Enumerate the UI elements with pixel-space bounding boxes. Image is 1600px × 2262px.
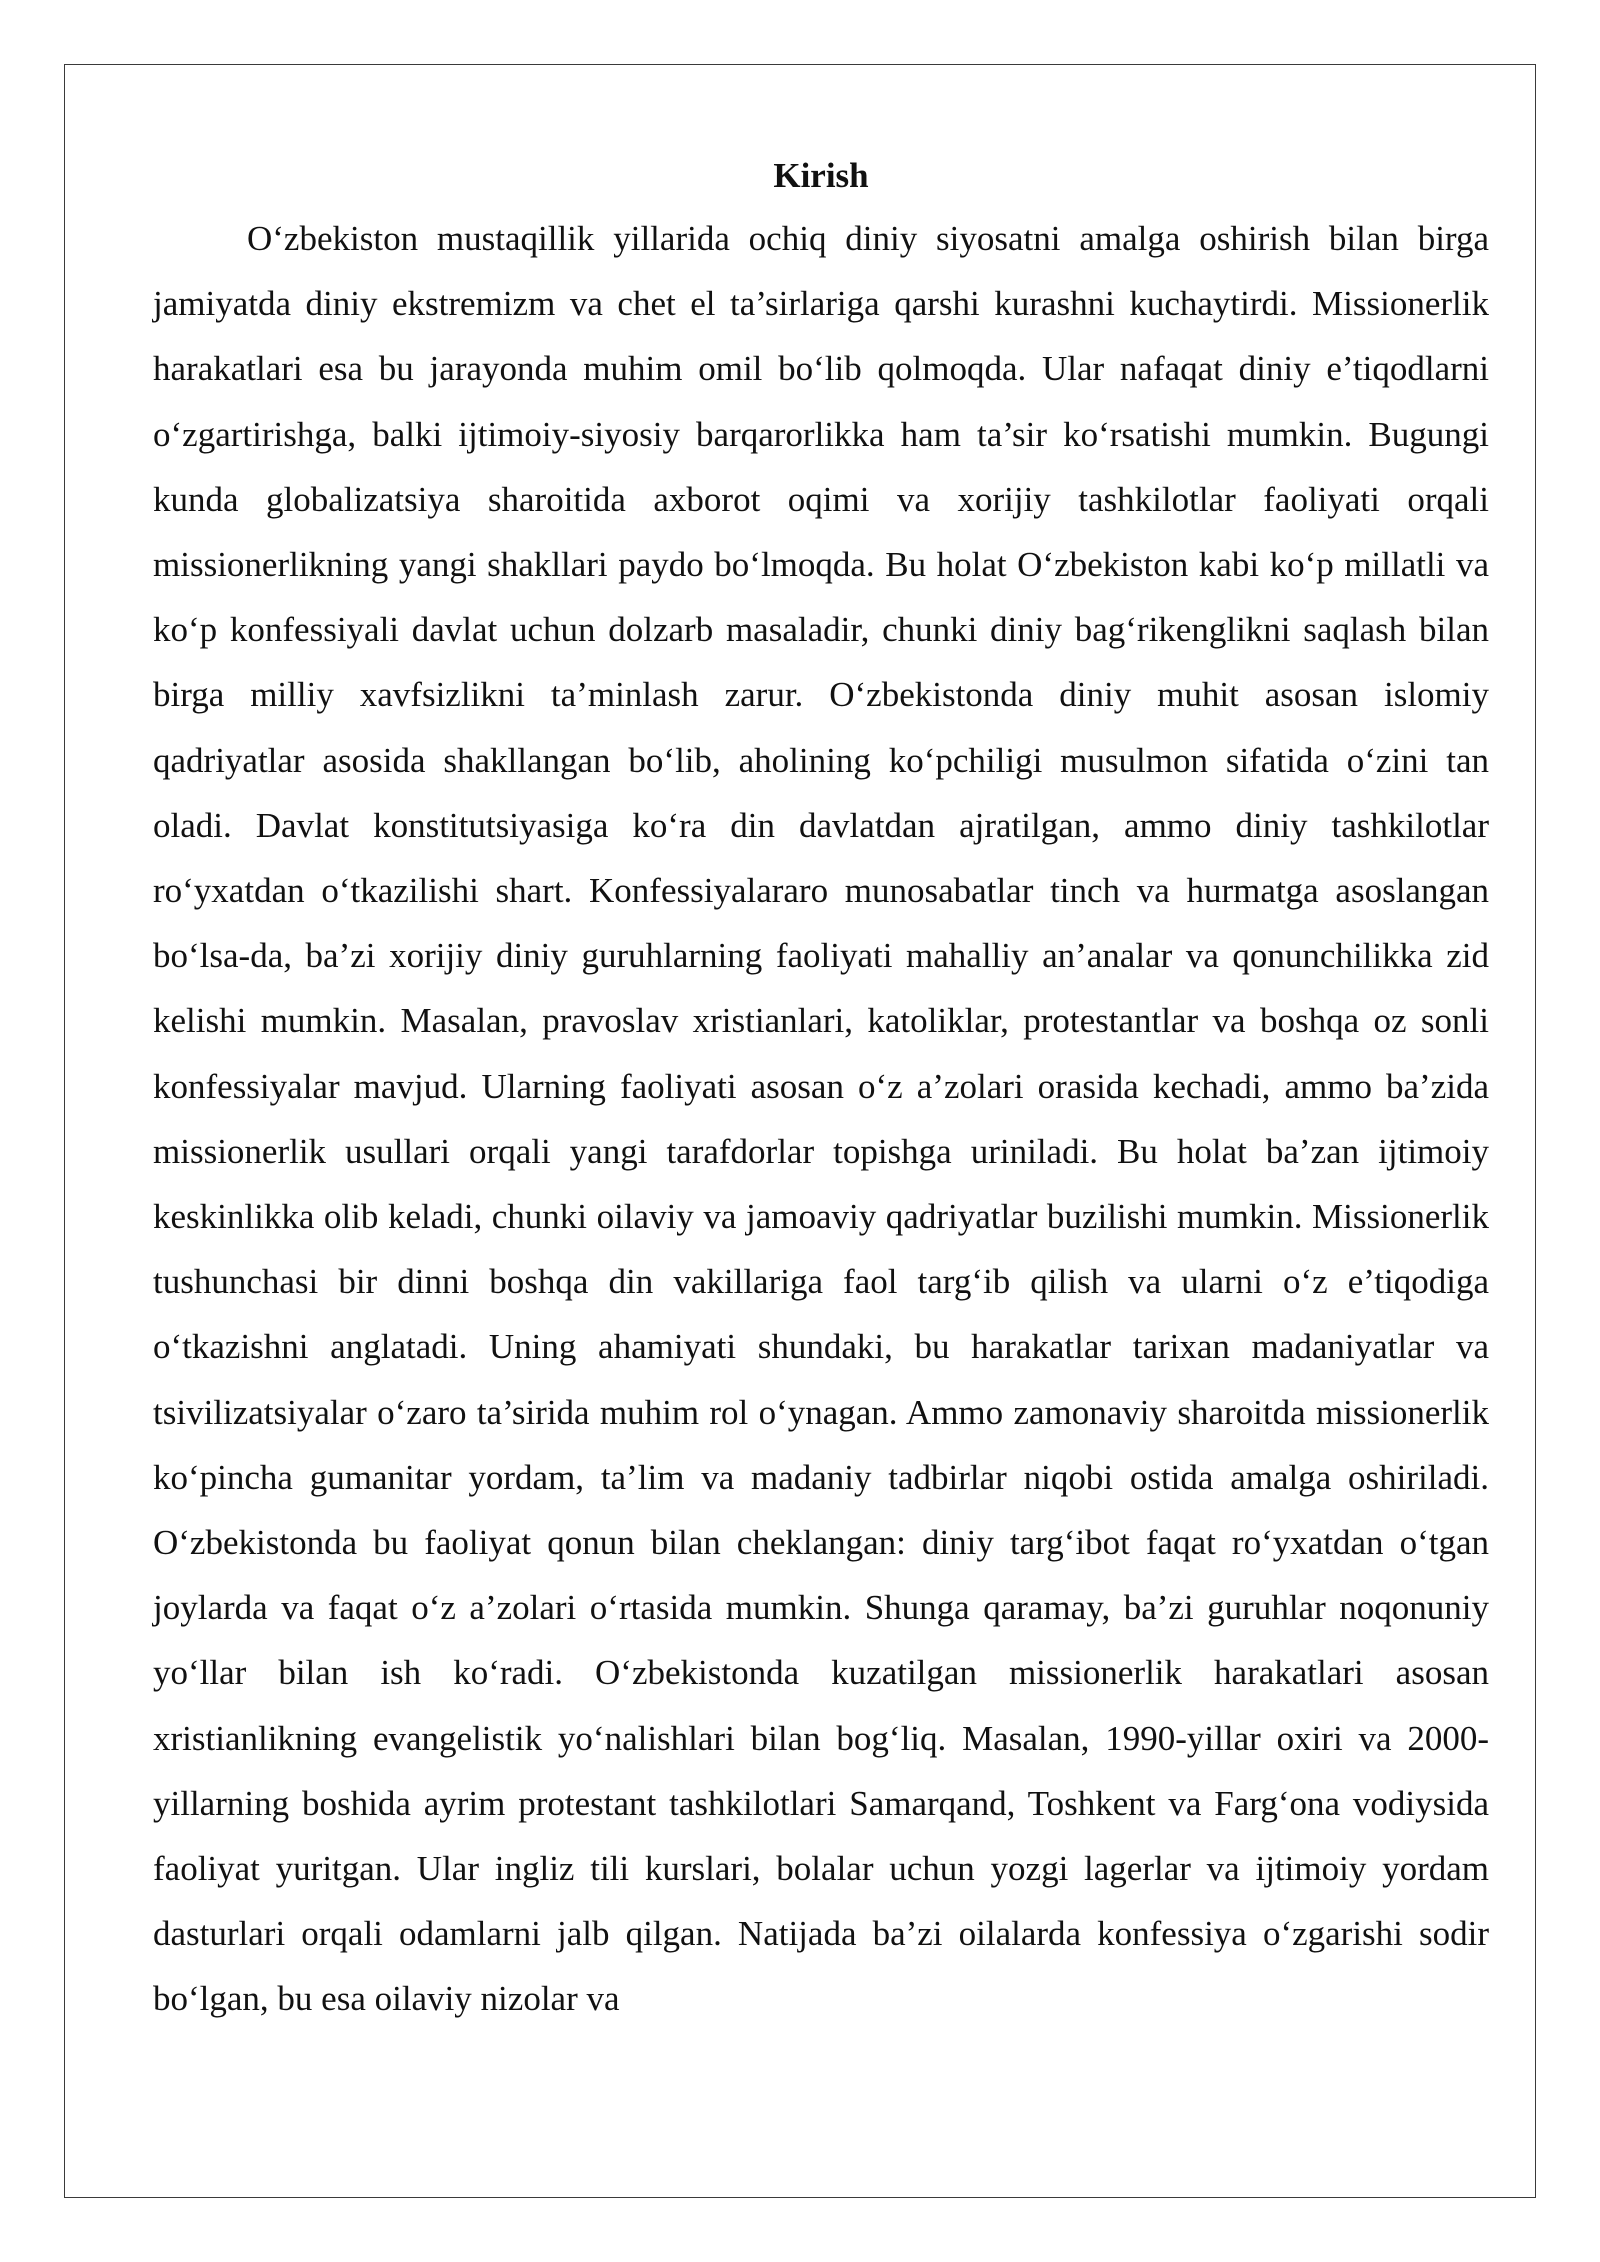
- document-heading: Kirish: [773, 156, 869, 195]
- document-content: [153, 146, 1489, 2032]
- body-paragraph: O‘zbekiston mustaqillik yillarida ochiq diniy siyosatni amalga oshirish bilan birga jamiyatda diniy ekstremizm va chet el ta’sirlariga qarshi kurashni kuchaytirdi. Missionerlik harakatlari esa bu jarayonda muhim omil bo‘lib qolmoqda. Ular nafaqat diniy e’tiqodlarni o‘zgartirishga, balki ijtimoiy-siyosiy barqarorlikka ham ta’sir ko‘rsatishi mumkin. Bugungi kunda globalizatsiya sharoitida axborot oqimi va xorijiy tashkilotlar faoliyati orqali missionerlikning yangi shakllari paydo bo‘lmoqda. Bu holat O‘zbekiston kabi ko‘p millatli va ko‘p konfessiyali davlat uchun dolzarb masaladir, chunki diniy bag‘rikenglikni saqlash bilan birga milliy xavfsizlikni ta’minlash zarur. O‘zbekistonda diniy muhit asosan islomiy qadriyatlar asosida shakllangan bo‘lib, aholining ko‘pchiligi musulmon sifatida o‘zini tan oladi. Davlat konstitutsiyasiga ko‘ra din davlatdan ajratilgan, ammo diniy tashkilotlar ro‘yxatdan o‘tkazilishi shart. Konfessiyalararo munosabatlar tinch va hurmatga asoslangan bo‘lsa-da, ba’zi xorijiy diniy guruhlarning faoliyati mahalliy an’analar va qonunchilikka zid kelishi mumkin. Masalan, pravoslav xristianlari, katoliklar, protestantlar va boshqa oz sonli konfessiyalar mavjud. Ularning faoliyati asosan o‘z a’zolari orasida kechadi, ammo ba’zida missionerlik usullari orqali yangi tarafdorlar topishga uriniladi. Bu holat ba’zan ijtimoiy keskinlikka olib keladi, chunki oilaviy va jamoaviy qadriyatlar buzilishi mumkin. Missionerlik tushunchasi bir dinni boshqa din vakillariga faol targ‘ib qilish va ularni o‘z e’tiqodiga o‘tkazishni anglatadi. Uning ahamiyati shundaki, bu harakatlar tarixan madaniyatlar va tsivilizatsiyalar o‘zaro ta’sirida muhim rol o‘ynagan. Ammo zamonaviy sharoitda missionerlik ko‘pincha gumanitar yordam, ta’lim va madaniy tadbirlar niqobi ostida amalga oshiriladi. O‘zbekistonda bu faoliyat qonun bilan cheklangan: diniy targ‘ibot faqat ro‘yxatdan o‘tgan joylarda va faqat o‘z a’zolari o‘rtasida mumkin. Shunga qaramay, ba’zi guruhlar noqonuniy yo‘llar bilan ish ko‘radi. O‘zbekistonda kuzatilgan missionerlik harakatlari asosan xristianlikning evangelistik yo‘nalishlari bilan bog‘liq. Masalan, 1990-yillar oxiri va 2000-yillarning boshida ayrim protestant tashkilotlari Samarqand, Toshkent va Farg‘ona vodiysida faoliyat yuritgan. Ular ingliz tili kurslari, bolalar uchun yozgi lagerlar va ijtimoiy yordam dasturlari orqali odamlarni jalb qilgan. Natijada ba’zi oilalarda konfessiya o‘zgarishi sodir bo‘lgan, bu esa oilaviy nizolar va: [153, 219, 1489, 2019]
